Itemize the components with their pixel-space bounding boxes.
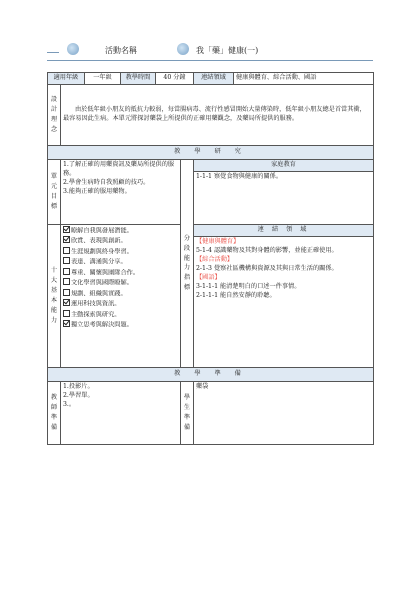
design-concept-label: 設 計 理 念 <box>48 84 61 145</box>
abilities-cell <box>61 224 181 367</box>
checkbox-icon[interactable] <box>63 257 70 264</box>
unit-goals-row <box>48 159 374 224</box>
activity-label: 活動名稱 <box>105 46 137 55</box>
activity-title-bar <box>47 47 373 61</box>
checkbox-icon[interactable] <box>63 278 70 285</box>
unit-goal: 2.學會生病時自我照顧的技巧。 <box>63 178 150 186</box>
prep-row <box>48 381 374 444</box>
ability-item: 文化學習與國際瞭解。 <box>63 278 178 288</box>
research-header-row <box>48 145 374 159</box>
checked-box-icon[interactable] <box>63 320 70 327</box>
area-value: 健康與體育、綜合活動、國語 <box>234 73 374 85</box>
linked-domains-cell <box>194 224 374 367</box>
ability-item: 主動探索與研究。 <box>63 310 178 320</box>
ability-item: 瞭解自我與發展潛能。 <box>63 226 178 236</box>
research-header: 教 學 研 究 <box>48 145 374 159</box>
linked-domains-body <box>194 237 373 302</box>
ability-item: 規劃、組織與實踐。 <box>63 289 178 299</box>
link-group-name: 【國語】 <box>196 273 221 281</box>
teacher-prep-label: 教 師 準 備 <box>48 381 61 444</box>
ability-item: 表達、溝通與分享。 <box>63 257 178 267</box>
ability-item: 獨立思考與解決問題。 <box>63 320 178 330</box>
ability-item: 運用科技與資訊。 <box>63 299 178 309</box>
activity-name: 我「藥」健康(一) <box>196 46 259 55</box>
link-item: 2-1-1-1 能自然安靜的聆聽。 <box>196 291 276 299</box>
unit-goal: 3.能夠正確的服用藥物。 <box>63 187 131 195</box>
family-education-header: 家庭教育 <box>194 160 373 172</box>
link-item: 2-1-3 覺察社區機構與資源及其與日常生活的關係。 <box>196 264 338 272</box>
checked-box-icon[interactable] <box>63 299 70 306</box>
ability-item: 生涯規劃與終身學習。 <box>63 247 178 257</box>
link-group-name: 【綜合活動】 <box>196 255 234 263</box>
time-label: 教學時間 <box>121 73 156 85</box>
checkbox-icon[interactable] <box>63 310 70 317</box>
grade-value: 一年級 <box>85 73 121 85</box>
prep-header-row <box>48 367 374 381</box>
ability-item: 尊重、關懷與團隊合作。 <box>63 268 178 278</box>
checkbox-icon[interactable] <box>63 247 70 254</box>
ability-item: 欣賞、表現與創新。 <box>63 236 178 246</box>
teacher-prep-cell <box>61 381 181 444</box>
title-line-decoration <box>47 52 59 53</box>
linked-domains-header: 連 結 領 域 <box>194 225 373 237</box>
teacher-prep-item: 1.投影片。 <box>63 382 94 390</box>
sphere-icon <box>177 43 189 55</box>
indicator-label: 分 段 能 力 指 標 <box>181 159 194 367</box>
family-education-item: 1-1-1 察覺食物與健康的關係。 <box>196 172 283 180</box>
unit-goals-cell <box>61 159 181 224</box>
unit-goal: 1.了解正確的用藥資訊及藥局所提供的服務。 <box>63 160 175 177</box>
area-label: 連結領域 <box>194 73 234 85</box>
grade-label: 適用年級 <box>48 73 85 85</box>
student-prep-item: 藥袋 <box>196 382 209 390</box>
link-item: 3-1-1-1 能清楚明白的口述一件事情。 <box>196 282 301 290</box>
checkbox-icon[interactable] <box>63 268 70 275</box>
student-prep-cell <box>194 381 374 444</box>
abilities-row <box>48 224 374 367</box>
prep-header: 教 學 準 備 <box>48 367 374 381</box>
checked-box-icon[interactable] <box>63 226 70 233</box>
abilities-label: 十 大 基 本 能 力 <box>48 224 61 367</box>
sphere-icon <box>67 43 79 55</box>
checkbox-icon[interactable] <box>63 289 70 296</box>
lesson-plan-table <box>47 72 374 445</box>
student-prep-label: 學 生 準 備 <box>181 381 194 444</box>
unit-goals-label: 單 元 目 標 <box>48 159 61 224</box>
link-group-name: 【健康與體育】 <box>196 237 240 245</box>
design-concept-text: 由於低年級小朋友的抵抗力較弱，每當腸病毒、流行性感冒開始大量傳染時，低年級小朋友總是首當其衝，最容易因此生病。本單元將探討藥袋上所提供的正確用藥觀念，及藥局所提供的服務。 <box>61 84 374 145</box>
checked-box-icon[interactable] <box>63 236 70 243</box>
design-concept-row <box>48 84 374 145</box>
link-item: 5-1-4 認識藥物及其對身體的影響，並能正確使用。 <box>196 246 338 254</box>
meta-row <box>48 73 374 85</box>
time-value: 40 分鐘 <box>156 73 194 85</box>
teacher-prep-item: 3.。 <box>63 400 76 408</box>
teacher-prep-item: 2.學習單。 <box>63 391 94 399</box>
family-education-cell <box>194 159 374 224</box>
